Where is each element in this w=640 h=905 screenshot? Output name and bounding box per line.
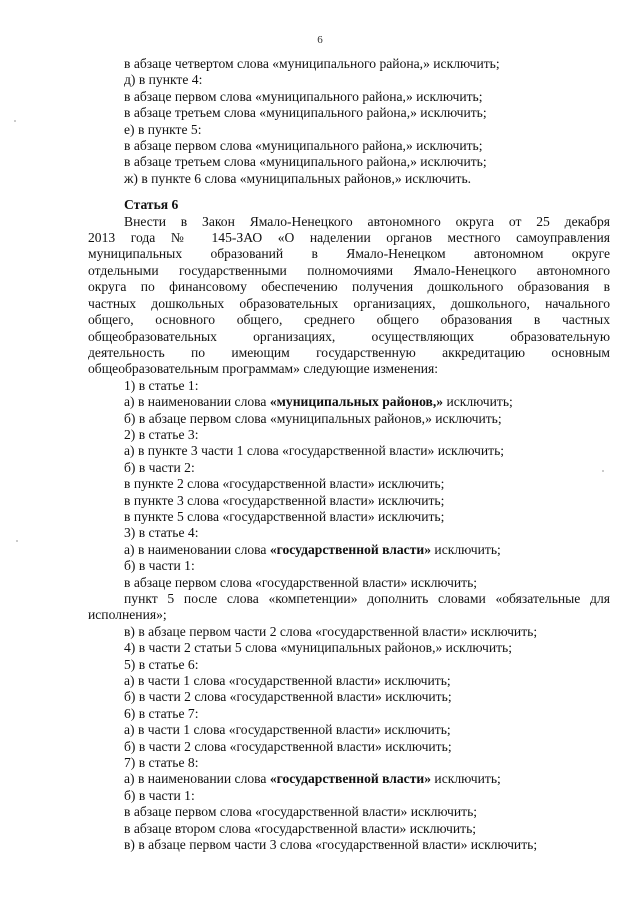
- amendment-item: б) в части 2 слова «государственной власти» исключить;: [124, 689, 452, 705]
- article-intro-line: общеобразовательных организациях, осуществляющих образовательную: [88, 328, 610, 344]
- amendment-item: исполнения»;: [88, 607, 167, 623]
- amendment-item: б) в части 1:: [124, 787, 195, 803]
- item-text: а) в наименовании слова: [124, 771, 270, 787]
- scan-speck: [602, 470, 604, 472]
- amendment-item: в пункте 2 слова «государственной власти» исключить;: [124, 476, 445, 492]
- amendment-item: 5) в статье 6:: [124, 656, 199, 672]
- text-line: ж) в пункте 6 слова «муниципальных районов,» исключить.: [124, 170, 472, 186]
- item-text: исключить;: [431, 541, 501, 557]
- amendment-item: 4) в части 2 статьи 5 слова «муниципальных районов,» исключить;: [124, 640, 513, 656]
- item-text: а) в наименовании слова: [124, 541, 270, 557]
- article-intro-line: общеобразовательным программам» следующие изменения:: [88, 361, 439, 377]
- article-intro-line: 2013 года № 145-ЗАО «О наделении органов местного самоуправления: [88, 230, 610, 246]
- article-intro-line: муниципальных образований в Ямало-Ненецком автономном округе: [88, 246, 610, 262]
- amendment-item: 3) в статье 4:: [124, 525, 199, 541]
- amendment-item: 1) в статье 1:: [124, 377, 199, 393]
- text-line: в абзаце первом слова «муниципального района,» исключить;: [124, 88, 483, 104]
- amendment-item: 2) в статье 3:: [124, 426, 199, 442]
- document-body: [88, 56, 610, 854]
- text-line: в абзаце третьем слова «муниципального района,» исключить;: [124, 154, 487, 170]
- article-intro-line: отдельными государственными полномочиями Ямало-Ненецкого автономного: [88, 262, 610, 278]
- page-number: 6: [317, 34, 323, 46]
- amendment-item: в пункте 3 слова «государственной власти» исключить;: [124, 492, 445, 508]
- text-line: д) в пункте 4:: [124, 72, 203, 88]
- amendment-item: в пункте 5 слова «государственной власти» исключить;: [124, 508, 445, 524]
- text-line: в абзаце четвертом слова «муниципального района,» исключить;: [124, 56, 500, 71]
- bold-term: «государственной власти»: [269, 541, 432, 557]
- text-line: е) в пункте 5:: [124, 121, 202, 137]
- article-intro-line: Внести в Закон Ямало-Ненецкого автономного округа от 25 декабря: [124, 213, 610, 229]
- amendment-item: 7) в статье 8:: [124, 755, 199, 771]
- article-intro-line: деятельность по имеющим государственную аккредитацию основным: [88, 344, 610, 360]
- article-intro-line: частных дошкольных образовательных организациях, дошкольного, начального: [88, 295, 610, 311]
- article-heading: Статья 6: [124, 197, 179, 213]
- item-text: исключить;: [443, 394, 513, 410]
- amendment-item: б) в части 1:: [124, 558, 195, 574]
- amendment-item: [88, 394, 610, 410]
- amendment-item: а) в части 1 слова «государственной власти» исключить;: [124, 673, 451, 689]
- amendment-item: в абзаце первом слова «государственной власти» исключить;: [124, 804, 478, 820]
- amendment-item: а) в части 1 слова «государственной власти» исключить;: [124, 722, 451, 738]
- amendment-item: пункт 5 после слова «компетенции» дополнить словами «обязательные для: [124, 591, 610, 606]
- item-text: исключить;: [431, 771, 501, 787]
- text-line: в абзаце третьем слова «муниципального района,» исключить;: [124, 105, 487, 121]
- text-line: в абзаце первом слова «муниципального района,» исключить;: [124, 138, 483, 154]
- amendment-item: 6) в статье 7:: [124, 705, 199, 721]
- amendment-item: а) в пункте 3 части 1 слова «государственной власти» исключить;: [124, 443, 505, 459]
- amendment-item: б) в части 2 слова «государственной власти» исключить;: [124, 738, 452, 754]
- amendment-item: б) в части 2:: [124, 459, 195, 475]
- amendment-item: в) в абзаце первом части 3 слова «государственной власти» исключить;: [124, 837, 538, 853]
- article-intro-line: округа по финансовому обеспечению получения дошкольного образования в: [88, 279, 610, 295]
- amendment-item: б) в абзаце первом слова «муниципальных районов,» исключить;: [124, 410, 502, 426]
- scan-speck: [14, 120, 16, 122]
- bold-term: «муниципальных районов,»: [269, 394, 444, 410]
- amendment-item: в) в абзаце первом части 2 слова «государственной власти» исключить;: [124, 623, 538, 639]
- scan-speck: [16, 540, 18, 542]
- bold-term: «государственной власти»: [269, 771, 432, 787]
- amendment-item: в абзаце первом слова «государственной власти» исключить;: [124, 574, 478, 590]
- article-intro-line: общего, основного общего, среднего общего образования в частных: [88, 312, 610, 328]
- item-text: а) в наименовании слова: [124, 394, 270, 410]
- amendment-item: [88, 771, 610, 787]
- amendment-item: [88, 542, 610, 558]
- amendment-item: в абзаце втором слова «государственной власти» исключить;: [124, 820, 477, 836]
